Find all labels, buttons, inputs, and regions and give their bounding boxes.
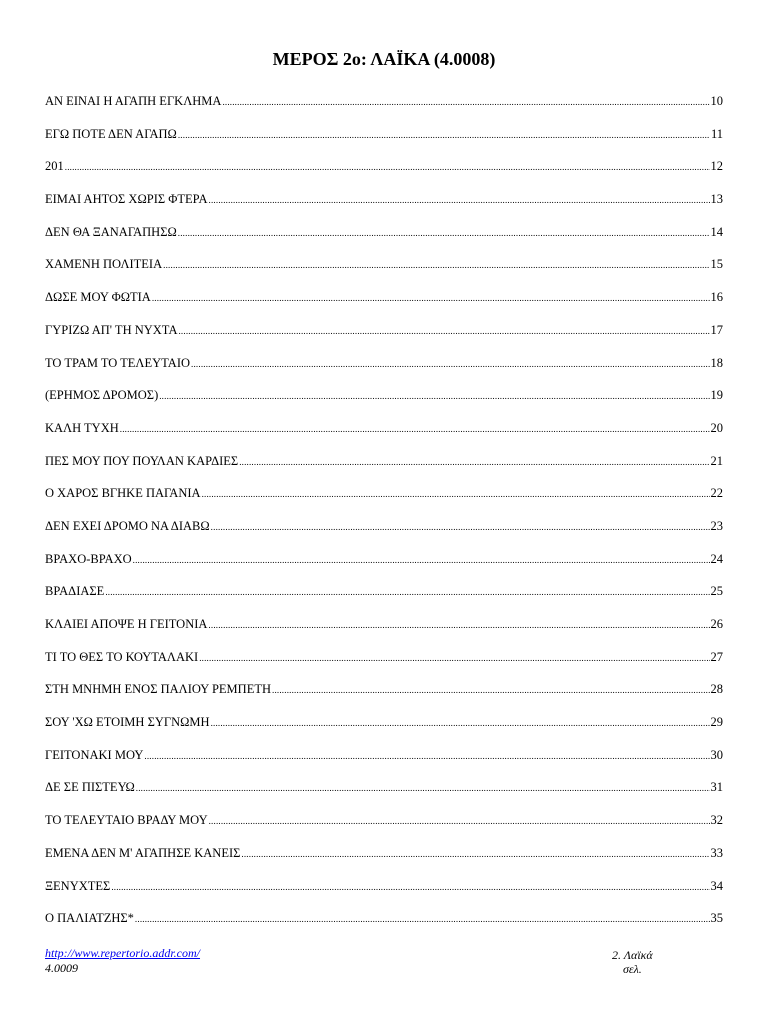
toc-entry-page-number: 19 bbox=[710, 388, 723, 403]
toc-entry-title: ΕΜΕΝΑ ΔΕΝ Μ' ΑΓΑΠΗΣΕ ΚΑΝΕΙΣ bbox=[45, 845, 241, 860]
toc-entry-page-number: 32 bbox=[710, 813, 723, 828]
toc-entry-title: ΔΕ ΣΕ ΠΙΣΤΕΥΩ bbox=[45, 780, 135, 795]
page-title: ΜΕΡΟΣ 2ο: ΛΑΪΚΑ (4.0008) bbox=[272, 49, 496, 69]
toc-entry-page-number: 23 bbox=[710, 518, 723, 533]
toc-entry-title: ΚΑΛΗ ΤΥΧΗ bbox=[45, 420, 119, 435]
toc-entry-page-number: 26 bbox=[710, 617, 723, 631]
toc-entry-title: ΔΩΣΕ ΜΟΥ ΦΩΤΙΑ bbox=[45, 290, 151, 305]
toc-entry-title: ΑΝ ΕΙΝΑΙ Η ΑΓΑΠΗ ΕΓΚΛΗΜΑ bbox=[45, 94, 222, 108]
toc-dot-leader bbox=[159, 385, 709, 407]
toc-dot-leader bbox=[105, 581, 709, 603]
toc-dot-leader bbox=[178, 124, 710, 146]
toc-dot-leader bbox=[111, 876, 709, 898]
toc-entry[interactable] bbox=[45, 221, 723, 254]
toc-dot-leader bbox=[222, 91, 709, 113]
toc-entry[interactable] bbox=[45, 613, 723, 646]
toc-entry-page-number: 28 bbox=[710, 682, 723, 697]
toc-dot-leader bbox=[199, 647, 709, 669]
toc-entry-page-number: 11 bbox=[710, 126, 723, 141]
toc-dot-leader bbox=[211, 516, 710, 538]
toc-entry-title: ΕΙΜΑΙ ΑΗΤΟΣ ΧΩΡΙΣ ΦΤΕΡΑ bbox=[45, 192, 208, 207]
toc-entry-page-number: 30 bbox=[710, 747, 723, 762]
toc-entry-title: ΣΤΗ ΜΝΗΜΗ ΕΝΟΣ ΠΑΛΙΟΥ ΡΕΜΠΕΤΗ bbox=[45, 682, 271, 697]
toc-dot-leader bbox=[211, 712, 710, 734]
toc-dot-leader bbox=[209, 810, 710, 832]
toc-entry-title: ΕΓΩ ΠΟΤΕ ΔΕΝ ΑΓΑΠΩ bbox=[45, 126, 177, 141]
toc-entry-page-number: 18 bbox=[710, 355, 723, 370]
toc-entry[interactable] bbox=[45, 842, 723, 875]
toc-entry-page-number: 13 bbox=[710, 192, 723, 207]
toc-entry-page-number: 21 bbox=[710, 453, 723, 468]
toc-dot-leader bbox=[136, 777, 710, 799]
website-link[interactable]: http://www.repertorio.addr.com/ bbox=[45, 946, 201, 960]
toc-dot-leader bbox=[239, 451, 709, 473]
toc-entry-title: ΒΡΑΧΟ-ΒΡΑΧΟ bbox=[45, 551, 132, 566]
toc-dot-leader bbox=[241, 843, 709, 865]
toc-entry-title: ΤΟ ΤΕΛΕΥΤΑΙΟ ΒΡΑΔΥ ΜΟΥ bbox=[45, 813, 208, 828]
toc-dot-leader bbox=[209, 189, 710, 211]
toc-entry[interactable] bbox=[45, 776, 723, 809]
toc-entry[interactable] bbox=[45, 548, 723, 581]
toc-entry-page-number: 17 bbox=[710, 322, 723, 337]
toc-entry[interactable] bbox=[45, 646, 723, 679]
toc-entry[interactable] bbox=[45, 123, 723, 156]
toc-dot-leader bbox=[163, 254, 709, 276]
toc-entry[interactable] bbox=[45, 286, 723, 319]
toc-entry[interactable] bbox=[45, 90, 723, 123]
toc-entry-title: ΔΕΝ ΘΑ ΞΑΝΑΓΑΠΗΣΩ bbox=[45, 224, 177, 239]
table-of-contents bbox=[45, 90, 723, 940]
toc-entry-page-number: 12 bbox=[710, 159, 723, 174]
toc-entry[interactable] bbox=[45, 253, 723, 286]
toc-entry[interactable] bbox=[45, 155, 723, 188]
toc-entry-page-number: 31 bbox=[710, 780, 723, 795]
toc-dot-leader bbox=[202, 483, 710, 505]
toc-entry[interactable] bbox=[45, 907, 723, 940]
toc-dot-leader bbox=[178, 320, 709, 342]
toc-entry[interactable] bbox=[45, 450, 723, 483]
document-code: 4.0009 bbox=[45, 961, 78, 975]
toc-entry-title: 201 bbox=[45, 159, 64, 174]
toc-entry-title: (ΕΡΗΜΟΣ ΔΡΟΜΟΣ) bbox=[45, 388, 159, 403]
toc-entry[interactable] bbox=[45, 809, 723, 842]
footer-left bbox=[45, 946, 200, 976]
toc-entry-title: ΤΟ ΤΡΑΜ ΤΟ ΤΕΛΕΥΤΑΙΟ bbox=[45, 355, 191, 370]
toc-dot-leader bbox=[152, 287, 710, 309]
toc-entry[interactable] bbox=[45, 515, 723, 548]
toc-entry[interactable] bbox=[45, 580, 723, 613]
toc-entry-page-number: 20 bbox=[710, 420, 723, 435]
toc-entry-page-number: 34 bbox=[710, 878, 723, 893]
toc-entry-title: ΚΛΑΙΕΙ ΑΠΟΨΕ Η ΓΕΙΤΟΝΙΑ bbox=[45, 617, 208, 631]
toc-entry[interactable] bbox=[45, 875, 723, 908]
toc-dot-leader bbox=[133, 549, 710, 571]
toc-entry-page-number: 15 bbox=[710, 257, 723, 272]
toc-entry-page-number: 29 bbox=[710, 715, 723, 730]
toc-entry-page-number: 25 bbox=[710, 584, 723, 599]
toc-entry-page-number: 33 bbox=[710, 845, 723, 860]
toc-entry-page-number: 14 bbox=[710, 224, 723, 239]
toc-entry-title: ΒΡΑΔΙΑΣΕ bbox=[45, 584, 105, 599]
toc-entry[interactable] bbox=[45, 482, 723, 515]
toc-entry[interactable] bbox=[45, 384, 723, 417]
toc-entry[interactable] bbox=[45, 678, 723, 711]
toc-entry-title: ΤΙ ΤΟ ΘΕΣ ΤΟ ΚΟΥΤΑΛΑΚΙ bbox=[45, 649, 199, 664]
toc-entry-title: ΓΥΡΙΖΩ ΑΠ' ΤΗ ΝΥΧΤΑ bbox=[45, 322, 178, 337]
toc-entry-page-number: 22 bbox=[710, 486, 723, 501]
toc-dot-leader bbox=[65, 156, 710, 178]
toc-dot-leader bbox=[178, 222, 710, 244]
toc-dot-leader bbox=[120, 418, 710, 440]
toc-entry-title: ΞΕΝΥΧΤΕΣ bbox=[45, 878, 111, 893]
toc-entry-title: ΣΟΥ 'ΧΩ ΕΤΟΙΜΗ ΣΥΓΝΩΜΗ bbox=[45, 715, 210, 730]
toc-entry-title: Ο ΠΑΛΙΑΤΖΗΣ* bbox=[45, 911, 134, 926]
toc-entry-page-number: 10 bbox=[710, 94, 723, 108]
toc-dot-leader bbox=[272, 679, 710, 701]
toc-dot-leader bbox=[191, 353, 709, 375]
toc-entry[interactable] bbox=[45, 744, 723, 777]
toc-entry-page-number: 27 bbox=[710, 649, 723, 664]
toc-entry[interactable] bbox=[45, 352, 723, 385]
toc-dot-leader bbox=[208, 614, 709, 636]
toc-dot-leader bbox=[135, 908, 710, 930]
page-label: σελ. bbox=[622, 962, 642, 976]
toc-entry-title: ΔΕΝ ΕΧΕΙ ΔΡΟΜΟ ΝΑ ΔΙΑΒΩ bbox=[45, 518, 210, 533]
toc-entry-title: ΧΑΜΕΝΗ ΠΟΛΙΤΕΙΑ bbox=[45, 257, 163, 272]
toc-entry[interactable] bbox=[45, 319, 723, 352]
section-label: 2. Λαϊκά bbox=[612, 948, 653, 962]
toc-entry-page-number: 16 bbox=[710, 290, 723, 305]
toc-entry-title: Ο ΧΑΡΟΣ ΒΓΗΚΕ ΠΑΓΑΝΙΑ bbox=[45, 486, 201, 501]
toc-dot-leader bbox=[144, 745, 709, 767]
toc-entry-title: ΠΕΣ ΜΟΥ ΠΟΥ ΠΟΥΛΑΝ ΚΑΡΔΙΕΣ bbox=[45, 453, 239, 468]
toc-entry[interactable] bbox=[45, 188, 723, 221]
toc-entry-page-number: 24 bbox=[710, 551, 723, 566]
toc-entry-title: ΓΕΙΤΟΝΑΚΙ ΜΟΥ bbox=[45, 747, 144, 762]
toc-entry[interactable] bbox=[45, 417, 723, 450]
toc-entry-page-number: 35 bbox=[710, 911, 723, 926]
footer-right bbox=[612, 948, 653, 976]
toc-entry[interactable] bbox=[45, 711, 723, 744]
